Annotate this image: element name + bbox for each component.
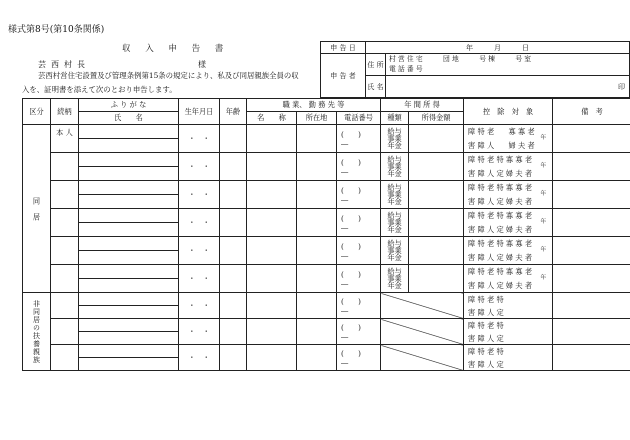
remarks-field[interactable]	[553, 209, 630, 237]
deduction-options[interactable]	[464, 125, 553, 153]
deduction-nen: 年	[540, 162, 547, 169]
relation-cell[interactable]	[51, 209, 79, 237]
age-field[interactable]	[220, 345, 247, 371]
header-age: 年齢	[220, 99, 247, 125]
header-name: 氏 名	[79, 112, 179, 125]
address-field[interactable]	[386, 54, 630, 76]
remarks-field[interactable]	[553, 319, 630, 345]
address-text-2: 電 話 番 号	[389, 64, 423, 73]
birthdate-placeholder: ・ ・	[188, 133, 210, 143]
date-field[interactable]: 年 月 日	[366, 42, 630, 54]
income-amount-field[interactable]	[409, 209, 464, 237]
phone-dash: ―	[341, 250, 349, 260]
furigana-field[interactable]	[79, 181, 179, 195]
phone-dash: ―	[341, 357, 349, 367]
income-type-pension: 年金	[387, 169, 402, 179]
phone-field[interactable]	[337, 265, 381, 293]
phone-dash: ―	[341, 166, 349, 176]
age-field[interactable]	[220, 125, 247, 153]
deduction-line-2: 害 障 人 定 婦 夫 者	[468, 169, 533, 179]
birthdate-placeholder: ・ ・	[188, 326, 210, 336]
table-row	[23, 293, 630, 306]
birthdate-placeholder: ・ ・	[188, 217, 210, 227]
employer-name-field[interactable]	[247, 237, 297, 265]
income-type-pension: 年金	[387, 197, 402, 207]
deduction-line-1: 障 特 老 特 寡 寡 老	[468, 182, 533, 192]
table-row	[23, 319, 630, 332]
header-relation: 続柄	[51, 99, 79, 125]
birthdate-field[interactable]	[179, 345, 220, 371]
birthdate-field[interactable]	[179, 293, 220, 319]
income-amount-field[interactable]	[409, 265, 464, 293]
birthdate-placeholder: ・ ・	[188, 273, 210, 283]
deduction-line-2: 害 障 人 定 婦 夫 者	[468, 225, 533, 235]
furigana-field[interactable]	[79, 237, 179, 251]
header-employer-location: 所在地	[297, 112, 337, 125]
birthdate-placeholder: ・ ・	[188, 161, 210, 171]
remarks-field[interactable]	[553, 153, 630, 181]
phone-field[interactable]	[337, 153, 381, 181]
header-income-amount: 所得金額	[409, 112, 464, 125]
employer-name-field[interactable]	[247, 265, 297, 293]
employer-location-field[interactable]	[297, 209, 337, 237]
self-relation-label: 本 人	[56, 128, 73, 137]
income-type-salary: 給与	[387, 154, 402, 164]
name-field[interactable]	[79, 223, 179, 237]
relation-cell[interactable]	[51, 319, 79, 345]
form-title: 収 入 申 告 書	[122, 44, 230, 54]
deduction-options[interactable]	[464, 319, 553, 345]
income-type-business: 事業	[387, 217, 402, 227]
birthdate-field[interactable]	[179, 209, 220, 237]
relation-cell[interactable]	[51, 125, 79, 153]
applicant-label: 申 告 者	[321, 54, 366, 98]
age-field[interactable]	[220, 319, 247, 345]
deduction-line-1: 障 特 老 特	[468, 320, 504, 330]
age-field[interactable]	[220, 265, 247, 293]
phone-area-code: ( )	[341, 296, 361, 306]
header-furigana: ふ り が な	[79, 99, 179, 112]
table-row	[23, 237, 630, 251]
deduction-nen: 年	[540, 190, 547, 197]
table-row	[23, 153, 630, 167]
birthdate-field[interactable]	[179, 265, 220, 293]
remarks-field[interactable]	[553, 265, 630, 293]
furigana-field[interactable]	[79, 153, 179, 167]
birthdate-field[interactable]	[179, 319, 220, 345]
birthdate-placeholder: ・ ・	[188, 352, 210, 362]
remarks-field[interactable]	[553, 181, 630, 209]
relation-cell[interactable]	[51, 293, 79, 319]
header-phone: 電話番号	[337, 112, 381, 125]
header-deduction: 控 除 対 象	[464, 99, 553, 125]
relation-cell[interactable]	[51, 237, 79, 265]
income-amount-field[interactable]	[409, 237, 464, 265]
income-type-salary: 給与	[387, 182, 402, 192]
deduction-line-2: 害 障 人 定	[468, 333, 504, 343]
phone-field[interactable]	[337, 181, 381, 209]
employer-location-field[interactable]	[297, 125, 337, 153]
employer-location-field[interactable]	[297, 181, 337, 209]
name-field[interactable]	[79, 306, 179, 319]
furigana-field[interactable]	[79, 209, 179, 223]
income-type-field[interactable]	[381, 181, 409, 209]
phone-field[interactable]	[337, 319, 381, 345]
name-field[interactable]	[386, 76, 630, 98]
deduction-options[interactable]	[464, 345, 553, 371]
furigana-field[interactable]	[79, 293, 179, 306]
name-field[interactable]	[79, 358, 179, 371]
relation-cell[interactable]	[51, 345, 79, 371]
phone-dash: ―	[341, 331, 349, 341]
employer-location-field[interactable]	[297, 153, 337, 181]
phone-dash: ―	[341, 194, 349, 204]
employer-name-field[interactable]	[247, 345, 297, 371]
income-amount-field[interactable]	[409, 153, 464, 181]
deduction-nen: 年	[540, 218, 547, 225]
addressee: 芸西村長	[38, 60, 90, 69]
phone-field[interactable]	[337, 345, 381, 371]
remarks-field[interactable]	[553, 237, 630, 265]
table-row	[23, 209, 630, 223]
birthdate-placeholder: ・ ・	[188, 245, 210, 255]
name-field[interactable]	[79, 279, 179, 293]
age-field[interactable]	[220, 293, 247, 319]
relation-cell[interactable]	[51, 153, 79, 181]
income-type-salary: 給与	[387, 238, 402, 248]
header-category: 区分	[23, 99, 51, 125]
deduction-line-1: 障 特 老 特 寡 寡 老	[468, 210, 533, 220]
deduction-nen: 年	[540, 134, 547, 141]
income-not-applicable	[381, 319, 464, 345]
header-remarks: 備 考	[553, 99, 630, 125]
address-label: 住 所	[366, 54, 386, 76]
phone-area-code: ( )	[341, 185, 361, 195]
deduction-line-1: 障 特 老 特	[468, 294, 504, 304]
deduction-nen: 年	[540, 274, 547, 281]
birthdate-placeholder: ・ ・	[188, 300, 210, 310]
employer-location-field[interactable]	[297, 319, 337, 345]
employer-name-field[interactable]	[247, 209, 297, 237]
name-field[interactable]	[79, 139, 179, 153]
date-label: 申 告 日	[321, 42, 366, 54]
income-type-business: 事業	[387, 273, 402, 283]
employer-name-field[interactable]	[247, 125, 297, 153]
deduction-options[interactable]	[464, 181, 553, 209]
header-annual-income: 年 間 所 得	[381, 99, 464, 112]
employer-name-field[interactable]	[247, 181, 297, 209]
relation-cell[interactable]	[51, 181, 79, 209]
income-type-field[interactable]	[381, 265, 409, 293]
employer-location-field[interactable]	[297, 237, 337, 265]
income-type-field[interactable]	[381, 153, 409, 181]
phone-field[interactable]	[337, 293, 381, 319]
form-number: 様式第8号(第10条関係)	[8, 25, 105, 35]
income-amount-field[interactable]	[409, 125, 464, 153]
employer-name-field[interactable]	[247, 319, 297, 345]
name-field[interactable]	[79, 332, 179, 345]
deduction-line-2: 害 障 人 婦 夫 者	[468, 141, 535, 151]
header-employer-name: 名 称	[247, 112, 297, 125]
birthdate-field[interactable]	[179, 181, 220, 209]
income-type-salary: 給与	[387, 266, 402, 276]
phone-field[interactable]	[337, 125, 381, 153]
table-row	[23, 125, 630, 139]
family-income-table	[22, 98, 630, 371]
deduction-options[interactable]	[464, 153, 553, 181]
employer-location-field[interactable]	[297, 293, 337, 319]
income-type-salary: 給与	[387, 126, 402, 136]
deduction-line-1: 障 特 老 特	[468, 346, 504, 356]
phone-dash: ―	[341, 278, 349, 288]
intro-line-1: 芸西村営住宅設置及び管理条例第15条の規定により、私及び同居親族全員の収	[38, 71, 299, 80]
income-type-pension: 年金	[387, 253, 402, 263]
birthdate-placeholder: ・ ・	[188, 189, 210, 199]
group-cohabiting: 同 居	[23, 125, 51, 293]
deduction-options[interactable]	[464, 237, 553, 265]
employer-name-field[interactable]	[247, 153, 297, 181]
remarks-field[interactable]	[553, 125, 630, 153]
income-type-business: 事業	[387, 161, 402, 171]
phone-area-code: ( )	[341, 157, 361, 167]
income-type-pension: 年金	[387, 225, 402, 235]
phone-area-code: ( )	[341, 269, 361, 279]
furigana-field[interactable]	[79, 265, 179, 279]
name-field[interactable]	[79, 251, 179, 265]
header-income-type: 種類	[381, 112, 409, 125]
seal-mark: 印	[618, 82, 625, 91]
phone-field[interactable]	[337, 209, 381, 237]
age-field[interactable]	[220, 237, 247, 265]
table-row	[23, 265, 630, 279]
phone-dash: ―	[341, 305, 349, 315]
deduction-line-1: 障 特 老 特 寡 寡 老	[468, 154, 533, 164]
income-type-field[interactable]	[381, 125, 409, 153]
deduction-options[interactable]	[464, 293, 553, 319]
furigana-field[interactable]	[79, 319, 179, 332]
income-type-business: 事業	[387, 133, 402, 143]
table-row	[23, 181, 630, 195]
income-type-business: 事業	[387, 189, 402, 199]
remarks-field[interactable]	[553, 293, 630, 319]
deduction-nen: 年	[540, 246, 547, 253]
income-not-applicable	[381, 345, 464, 371]
income-not-applicable	[381, 293, 464, 319]
employer-location-field[interactable]	[297, 345, 337, 371]
name-field[interactable]	[79, 195, 179, 209]
deduction-line-2: 害 障 人 定	[468, 359, 504, 369]
birthdate-field[interactable]	[179, 125, 220, 153]
employer-name-field[interactable]	[247, 293, 297, 319]
employer-location-field[interactable]	[297, 265, 337, 293]
income-amount-field[interactable]	[409, 181, 464, 209]
deduction-options[interactable]	[464, 209, 553, 237]
deduction-line-2: 害 障 人 定	[468, 307, 504, 317]
income-type-pension: 年金	[387, 141, 402, 151]
deduction-options[interactable]	[464, 265, 553, 293]
phone-dash: ―	[341, 138, 349, 148]
age-field[interactable]	[220, 181, 247, 209]
furigana-field[interactable]	[79, 125, 179, 139]
deduction-line-2: 害 障 人 定 婦 夫 者	[468, 281, 533, 291]
deduction-line-1: 障 特 老 特 寡 寡 老	[468, 266, 533, 276]
income-type-salary: 給与	[387, 210, 402, 220]
deduction-line-1: 障 特 老 寡 寡 老	[468, 126, 535, 136]
header-birthdate: 生年月日	[179, 99, 220, 125]
age-field[interactable]	[220, 209, 247, 237]
birthdate-field[interactable]	[179, 153, 220, 181]
address-text-1: 村 営 住 宅 団 地 号 棟 号 室	[389, 54, 532, 63]
name-label: 氏 名	[366, 76, 386, 98]
table-row	[23, 345, 630, 358]
phone-area-code: ( )	[341, 348, 361, 358]
phone-area-code: ( )	[341, 213, 361, 223]
phone-area-code: ( )	[341, 241, 361, 251]
age-field[interactable]	[220, 153, 247, 181]
deduction-line-2: 害 障 人 定 婦 夫 者	[468, 197, 533, 207]
header-employer-group: 職 業、 勤 務 先 等	[247, 99, 381, 112]
furigana-field[interactable]	[79, 345, 179, 358]
phone-area-code: ( )	[341, 129, 361, 139]
deduction-line-2: 害 障 人 定 婦 夫 者	[468, 253, 533, 263]
applicant-box	[320, 41, 630, 98]
income-type-pension: 年金	[387, 281, 402, 291]
relation-cell[interactable]	[51, 265, 79, 293]
remarks-field[interactable]	[553, 345, 630, 371]
phone-area-code: ( )	[341, 322, 361, 332]
deduction-line-1: 障 特 老 特 寡 寡 老	[468, 238, 533, 248]
income-type-business: 事業	[387, 245, 402, 255]
income-type-field[interactable]	[381, 237, 409, 265]
phone-field[interactable]	[337, 237, 381, 265]
phone-dash: ―	[341, 222, 349, 232]
income-type-field[interactable]	[381, 209, 409, 237]
intro-line-2: 入を、証明書を添えて次のとおり申告します。	[22, 85, 177, 94]
group-non-cohabiting: 非同居の扶養親族	[23, 293, 51, 371]
name-field[interactable]	[79, 167, 179, 181]
birthdate-field[interactable]	[179, 237, 220, 265]
addressee-suffix: 様	[198, 60, 206, 69]
